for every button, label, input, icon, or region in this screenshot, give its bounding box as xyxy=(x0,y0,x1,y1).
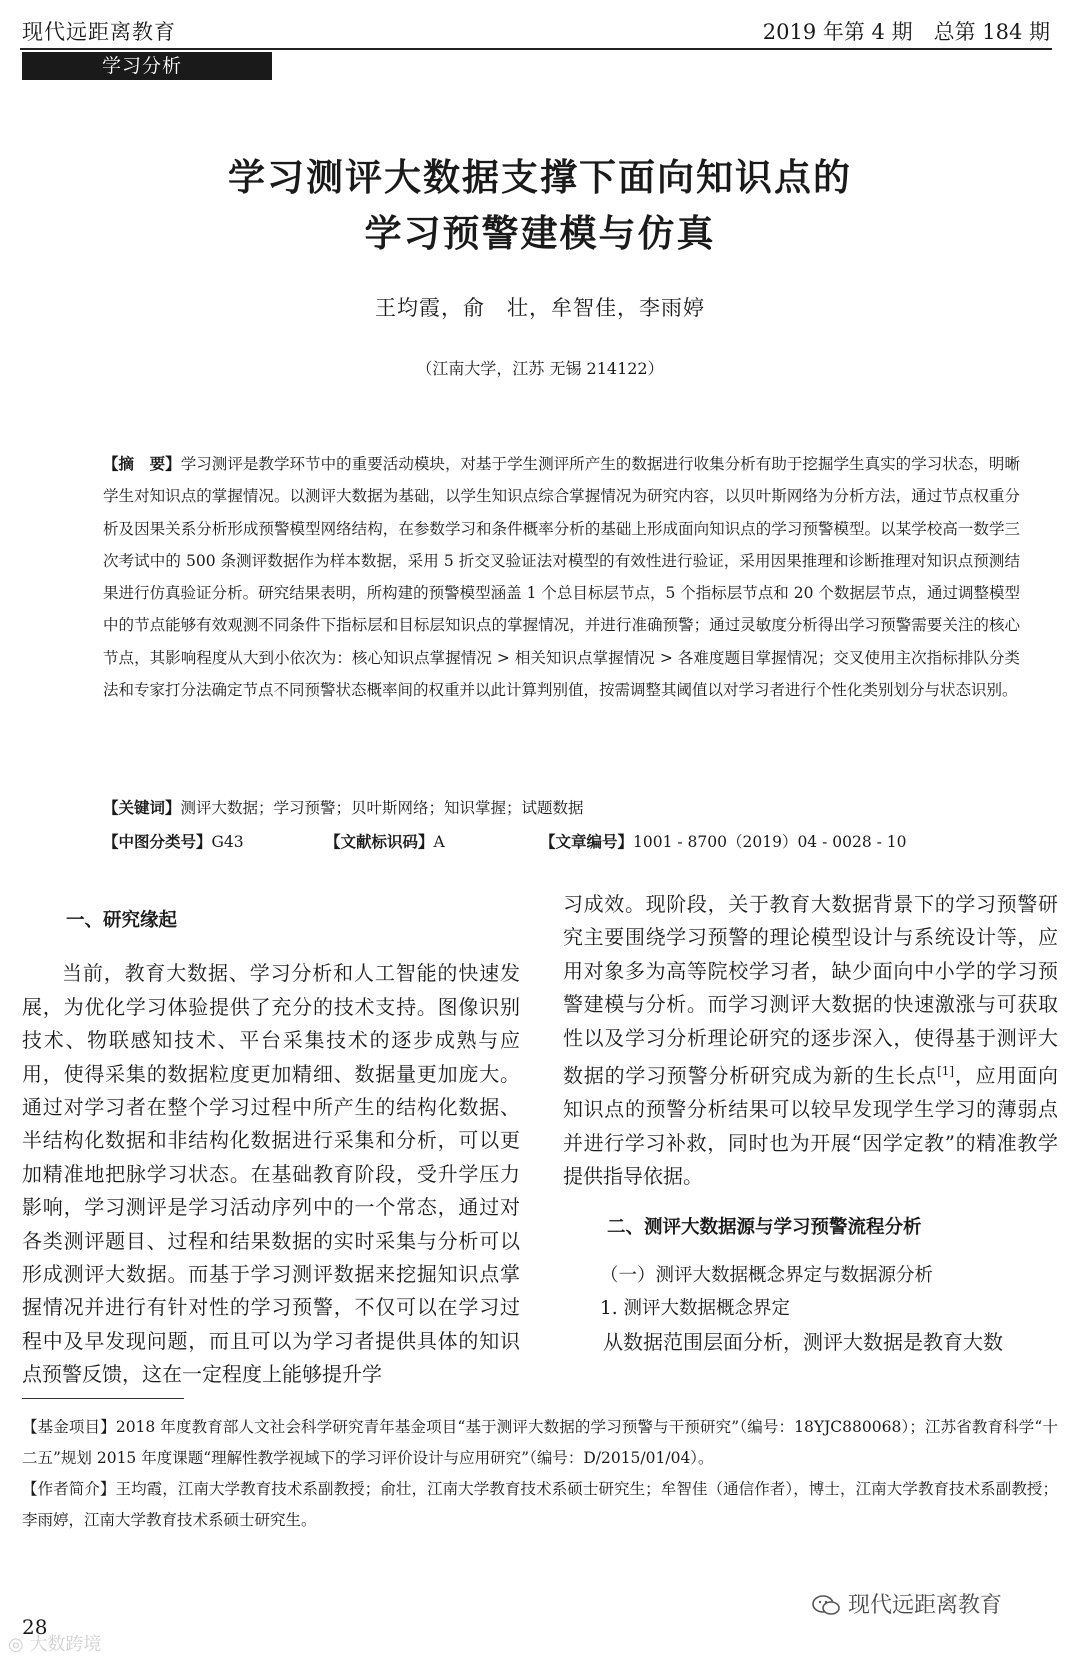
author-note xyxy=(22,1474,1058,1536)
article-no-item xyxy=(540,830,907,852)
fund-label: 【基金项目】 xyxy=(22,1418,116,1436)
header-rule xyxy=(20,48,1052,50)
section-1-heading: 一、研究缘起 xyxy=(66,910,178,931)
authors: 王均霞，俞 壮，牟智佳，李雨婷 xyxy=(375,296,705,320)
doc-code-label: 【文献标识码】 xyxy=(325,833,434,851)
watermark-left-text: 大数跨境 xyxy=(29,1634,102,1655)
doc-code-value: A xyxy=(433,833,445,851)
right-paragraph-2: 从数据范围层面分析，测评大数据是教育大数 xyxy=(603,1329,1003,1354)
cross-border-icon: ◎ xyxy=(8,1634,30,1655)
page-title xyxy=(0,150,1080,262)
author-text: 王均霞，江南大学教育技术系副教授；俞壮，江南大学教育技术系硕士研究生；牟智佳（通信作者），博士，江南大学教育技术系副教授；李雨婷，江南大学教育技术系硕士研究生。 xyxy=(22,1480,1058,1529)
footnote-rule xyxy=(22,1398,184,1399)
watermark-right xyxy=(812,1588,1002,1619)
page-number: 28 xyxy=(22,1615,48,1639)
issue-info: 2019 年第 4 期 总第 184 期 xyxy=(762,20,1050,44)
watermark-right-text: 现代远距离教育 xyxy=(848,1593,1003,1618)
keywords-label: 【关键词】 xyxy=(103,799,181,817)
article-no-label: 【文章编号】 xyxy=(540,833,634,851)
right-paragraph-1-b: ，应用面向知识点的预警分析结果可以较早发现学生学习的薄弱点并进行学习补救，同时也为开展“因学定教”的精准教学提供指导依据。 xyxy=(563,1063,1059,1188)
right-column xyxy=(563,888,1058,1359)
keywords-text: 测评大数据；学习预警；贝叶斯网络；知识掌握；试题数据 xyxy=(180,799,584,817)
abstract-label: 【摘 要】 xyxy=(103,455,181,473)
keywords xyxy=(103,796,584,818)
citation-ref: [1] xyxy=(937,1064,955,1079)
subsection-heading: （一）测评大数据概念界定与数据源分析 xyxy=(600,1264,934,1286)
wechat-icon xyxy=(812,1594,840,1616)
title-line-1: 学习测评大数据支撑下面向知识点的 xyxy=(228,156,852,199)
affiliation: （江南大学，江苏 无锡 214122） xyxy=(416,359,664,378)
doc-code-item xyxy=(325,830,445,852)
journal-name: 现代远距离教育 xyxy=(22,20,176,44)
abstract xyxy=(103,448,1020,706)
left-column xyxy=(22,904,520,1392)
fund-text: 2018 年度教育部人文社会科学研究青年基金项目“基于测评大数据的学习预警与干预研究”（编号：18YJC880068）；江苏省教育科学“十二五”规划 2015 年度课题“理解性教学视域下的学习评价设计与应用研究”（编号：D/2015/01/04）。 xyxy=(22,1418,1058,1467)
fund-note xyxy=(22,1412,1058,1474)
section-1-paragraph: 当前，教育大数据、学习分析和人工智能的快速发展，为优化学习体验提供了充分的技术支持。图像识别技术、物联感知技术、平台采集技术的逐步成熟与应用，使得采集的数据粒度更加精细、数据量更加庞大。通过对学习者在整个学习过程中所产生的结构化数据、半结构化数据和非结构化数据进行采集和分析，可以更加精准地把脉学习状态。在基础教育阶段，受升学压力影响，学习测评是学习活动序列中的一个常态，通过对各类测评题目、过程和结果数据的实时采集与分析可以形成测评大数据。而基于学习测评数据来挖掘知识点掌握情况并进行有针对性的学习预警，不仅可以在学习过程中及早发现问题，而且可以为学习者提供具体的知识点预警反馈，这在一定程度上能够提升学 xyxy=(22,961,520,1387)
clc-value: G43 xyxy=(211,833,244,851)
right-paragraph-1-a: 习成效。现阶段，关于教育大数据背景下的学习预警研究主要围绕学习预警的理论模型设计与系统设计等，应用对象多为高等院校学习者，缺少面向中小学的学习预警建模与分析。而学习测评大数据的快速激涨与可获取性以及学习分析理论研究的逐步深入，使得基于测评大数据的学习预警分析研究成为新的生长点 xyxy=(563,892,1058,1088)
section-2-heading: 二、测评大数据源与学习预警流程分析 xyxy=(607,1217,922,1239)
article-no-value: 1001 - 8700（2019）04 - 0028 - 10 xyxy=(633,833,907,851)
watermark-left xyxy=(8,1630,101,1656)
column-tag: 学习分析 xyxy=(22,52,272,80)
title-line-2: 学习预警建模与仿真 xyxy=(364,212,716,255)
right-paragraph-1 xyxy=(563,888,1058,1193)
footnotes xyxy=(22,1412,1058,1536)
clc-item xyxy=(103,830,244,852)
author-label: 【作者简介】 xyxy=(22,1480,116,1498)
clc-label: 【中图分类号】 xyxy=(103,833,212,851)
abstract-text: 学习测评是教学环节中的重要活动模块，对基于学生测评所产生的数据进行收集分析有助于挖掘学生真实的学习状态，明晰学生对知识点的掌握情况。以测评大数据为基础，以学生知识点综合掌握情况为研究内容，以贝叶斯网络为分析方法，通过节点权重分析及因果关系分析形成预警模型网络结构，在参数学习和条件概率分析的基础上形成面向知识点的学习预警模型。以某学校高一数学三次考试中的 500 条测评数据作为样本数据，采用 5 折交叉验证法对模型的有效性进行验证，采用因果推理和诊断推理对知识点预测结果进行仿真验证分析。研究结果表明，所构建的预警模型涵盖 1 个总目标层节点，5 个指标层节点和 20 个数据层节点，通过调整模型中的节点能够有效观测不同条件下指标层和目标层知识点的掌握情况，并进行准确预警；通过灵敏度分析得出学习预警需要关注的核心节点，其影响程度从大到小依次为：核心知识点掌握情况 > 相关知识点掌握情况 > 各难度题目掌握情况；交叉使用主次指标排队分类法和专家打分法确定节点不同预警状态概率间的权重并以此计算判别值，按需调整其阈值以对学习者进行个性化类别划分与状态识别。 xyxy=(103,455,1020,700)
subsubsection-heading: 1. 测评大数据概念界定 xyxy=(600,1298,791,1320)
